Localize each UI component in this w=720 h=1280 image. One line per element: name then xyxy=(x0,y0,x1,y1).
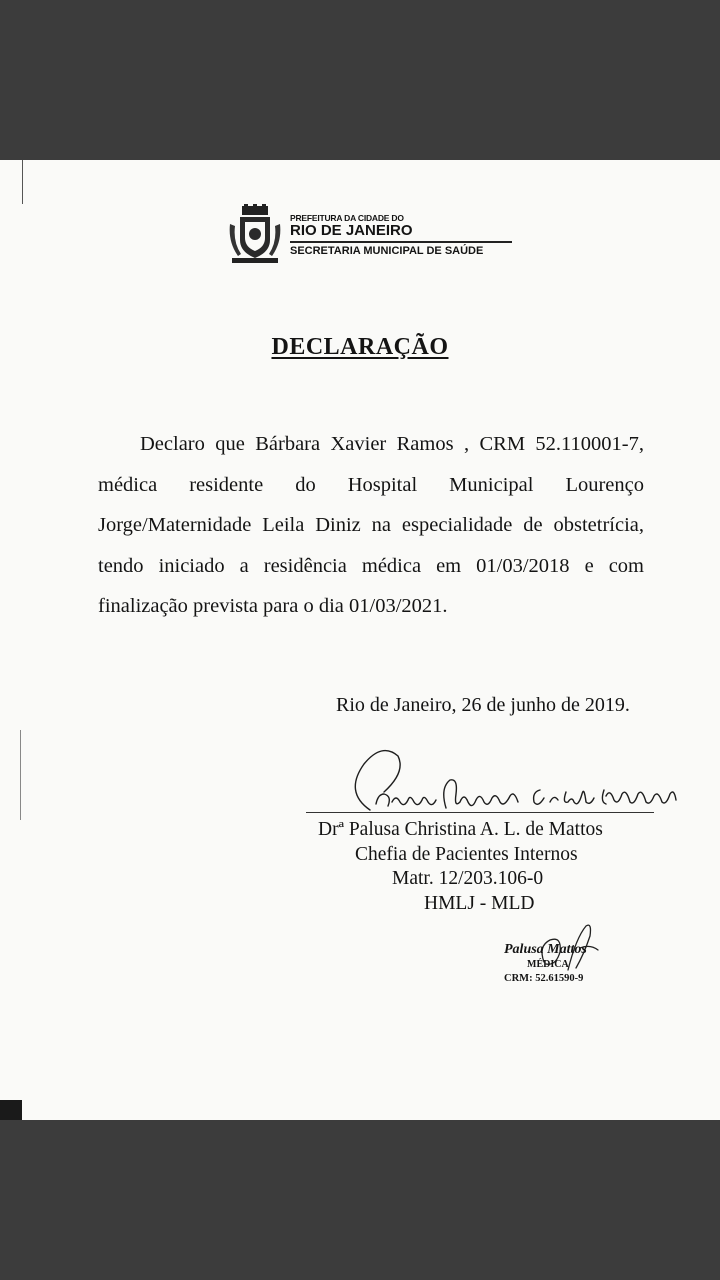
stamp-name: Palusa Mattos xyxy=(504,942,587,957)
declaration-text: Declaro que Bárbara Xavier Ramos , CRM 52.110001-7, médica residente do Hospital Municipal Lourenço Jorge/Maternidade Leila Diniz na especialidade de obstetrícia, tendo iniciado a residência médica em 01/03/2018 e com finalização prevista para o dia 01/03/2021. xyxy=(98,433,644,617)
scan-smudge xyxy=(0,1100,22,1120)
letterhead xyxy=(228,204,528,268)
doctor-stamp xyxy=(500,918,620,998)
signatory-block xyxy=(318,818,638,916)
document-page xyxy=(0,160,720,1120)
stamp-role: MÉDICA xyxy=(527,959,569,970)
place-and-date: Rio de Janeiro, 26 de junho de 2019. xyxy=(336,694,630,716)
letterhead-city: RIO DE JANEIRO xyxy=(290,222,413,239)
letterhead-department: SECRETARIA MUNICIPAL DE SAÚDE xyxy=(290,245,484,257)
declaration-paragraph xyxy=(98,424,644,627)
signatory-unit: HMLJ - MLD xyxy=(424,892,535,914)
handwritten-signature xyxy=(300,744,690,822)
stamp-crm: CRM: 52.61590-9 xyxy=(504,973,584,984)
signatory-role: Chefia de Pacientes Internos xyxy=(355,843,578,865)
document-title-text: DECLARAÇÃO xyxy=(271,334,449,360)
bottom-dark-border xyxy=(0,1120,720,1280)
letterhead-rule xyxy=(290,241,512,243)
signatory-name: Drª Palusa Christina A. L. de Mattos xyxy=(318,819,603,840)
scan-edge-mark xyxy=(20,730,21,820)
letterhead-line1: PREFEITURA DA CIDADE DO xyxy=(290,213,404,223)
top-dark-border xyxy=(0,0,720,160)
scan-edge-mark xyxy=(22,160,23,204)
document-title xyxy=(0,334,720,361)
signature-line xyxy=(306,812,654,813)
coat-of-arms-icon xyxy=(228,204,282,264)
signatory-registration: Matr. 12/203.106-0 xyxy=(392,868,544,889)
